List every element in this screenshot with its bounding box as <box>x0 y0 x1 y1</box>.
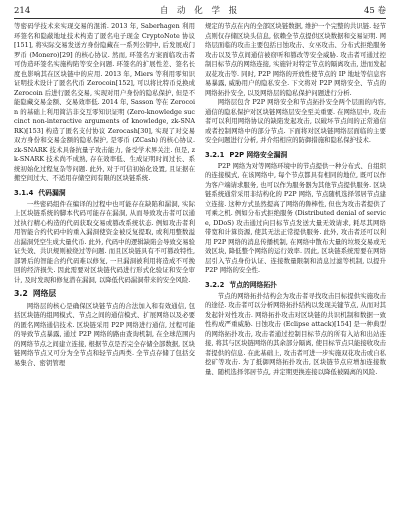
page-number: 214 <box>14 6 31 16</box>
section-title: 网络层 <box>32 289 57 298</box>
right-column <box>205 22 386 522</box>
left-column <box>14 22 195 522</box>
journal-title: 自 动 化 学 报 <box>159 6 241 16</box>
section-number: 3.1.4 <box>14 188 34 197</box>
paragraph: 节点的网络拓扑结构会为攻击者寻找攻击目标提供实施攻击的途径. 攻击者可以分析网络拓扑结构以发现关键节点, 从而对其发起针对性攻击. 网络拓扑攻击对区块链的共识机制和数据一致性构成严重威胁. 日蚀攻击 (Eclipse attack)[154] 是一种典型的网络拓扑攻击, 攻击者通过控制目标节点的所有入站和出站连接, 将其与区块链网络的其余部分隔离, 使目标节点只能接收攻击者提供的信息. 在此基础上, 攻击者可进一步实施双花攻击或自私挖矿等攻击. 为了抵御网络拓扑攻击, 区块链节点应增加连接数量、随机选择邻居节点, 并定期更换连接以降低被隔离的风险. <box>205 291 386 376</box>
section-title: 代码漏洞 <box>38 188 66 197</box>
page-header <box>14 4 386 18</box>
paragraph: 等密码学技术来实现交易的混淆. 2013 年, Saberhagen 利用环签名和隐蔽地址技术构造了匿名电子现金 CryptoNote 协议[151], 将实际交易发送方身份隐藏在一系列公钥中, 后发展成门罗币 (Monero)[29] 的核心协议. 然而, 环签名方案面临攻击者可伪造环签名实施构陷等安全问题. 环签名的扩展性差、签名长度也影响其在区块链中的应用. 2013 年, Miers 等利用零知识证明技术设计了匿名代币 Zerocoin[152], 可以将比特币兑换成 Zerocoin 后进行匿名交易, 实现对用户身份的隐私保护, 但是不能隐藏交易金额、交易效率低. 2014 年, Sasson 等在 Zerocoin 的基础上利用简洁非交互零知识证明 (Zero-knowledge succinct non-interactive arguments of knowledge, zk-SNARK)[153] 构造了匿名支付协议 Zerocash[30], 实现了对交易双方身份和交易金额的隐私保护, 是零币 (ZCash) 的核心协议. zk-SNARK 技术具备抗量子攻击能力, 备受学术界关注. 但是, zk-SNARK 技术尚不成熟, 存在效率低、生成证明时间过长、系统初始化过程复杂等问题. 此外, 对于可信初始化设置, 且证据在搬空间过大、不适用存储空间有限的区块链系统. <box>14 22 195 182</box>
volume-label: 45 卷 <box>363 6 386 16</box>
section-heading <box>14 188 195 198</box>
section-title: P2P 网络安全漏洞 <box>229 150 288 159</box>
paragraph: 网络层包含 P2P 网络安全和节点拓扑安全两个层面的内容, 通信的隐私保护对区块链网络层安全至关重要. 在网络层中, 攻击者可以利用网络协议的缺陷发起攻击, 以破坏节点间的正常通信或者控制网络中的部分节点. 下面将对区块链网络层面临的主要安全问题进行分析, 并介绍相应的防御措施和隐私保护技术. <box>205 98 386 144</box>
section-number: 3.2 <box>14 289 28 298</box>
section-heading <box>205 150 386 160</box>
paragraph: 网络层的核心是确保区块链节点的合法加入和有效通信, 包括区块链的组网模式、节点之间的通信模式、扩展网络以及必要的匿名网络通信技术. 区块链采用 P2P 网络进行通信, 过程可能的导致节点暴露, 通过 P2P 网络的路由查询机制, 在全球范围内的网络节点之间建立连接, 根据节点是否完全存储全部数据, 区块链网络节点又可分为全节点和轻节点两类. 全节点存储了包括交易集合、密钥管理 <box>14 301 195 367</box>
header-rule <box>14 18 386 19</box>
section-heading <box>14 289 195 300</box>
paragraph: P2P 网络为对等网络环境中的节点提供一种分布式、自组织的连接模式, 在该网络中, 每个节点都具有相同的地位, 既可以作为客户端请求服务, 也可以作为服务器为其他节点提供服务. 区块链系统通常采用非结构化的 P2P 网络, 节点随机选择邻居节点建立连接. 这种方式虽然提高了网络的鲁棒性, 但也为攻击者提供了可乘之机. 例如分布式拒绝服务 (Distributed denial of service, DDoS) 攻击通过向目标节点发送大量无效请求, 耗尽其网络带宽和计算资源, 使其无法正常提供服务. 此外, 攻击者还可以利用 P2P 网络的消息传播机制, 在网络中散布大量的垃圾交易或无效区块, 降低整个网络的运行效率. 因此, 区块链系统需要在网络层引入节点身份认证、连接数量限制和消息过滤等机制, 以提升 P2P 网络的安全性. <box>205 161 386 274</box>
section-number: 3.2.2 <box>205 280 225 289</box>
paragraph: 一些密码组件在编译的过程中也可能存在缺陷和漏洞, 实际上区块链系统的脚本代码可能存在漏洞, 从而导致攻击者可以通过执行精心构造的代码获取交易或篡改系统状态. 例如攻击者利用智能合约代码中的重入漏洞使资金被反复提取, 或利用整数溢出漏洞凭空生成大量代币. 此外, 代码中的逻辑缺陷会导致交易验证失效、共识规则被绕过等问题. 而且区块链具有不可篡改特性, 部署后的智能合约代码难以修复, 一旦漏洞被利用将造成不可挽回的经济损失. 因此需要对区块链代码进行形式化验证和安全审计, 及时发现和修复潜在漏洞, 以降低代码漏洞带来的安全风险. <box>14 199 195 284</box>
section-number: 3.2.1 <box>205 150 225 159</box>
section-heading <box>205 280 386 290</box>
section-title: 节点的网络拓扑 <box>229 280 277 289</box>
paragraph: 规定的节点在内的全部区块链数据, 维护一个完整的共识链. 轻节点则仅存储区块头信息, 依赖全节点提供区块数据和交易证明. 网络层面临的攻击主要包括日蚀攻击、女巫攻击、分布式拒绝服务攻击以及节点间通信被窃听和篡改等安全威胁. 攻击者可通过控制目标节点的网络连接, 实施针对特定节点的隔离攻击, 进而发起双花攻击等. 同时, P2P 网络的开放性使节点的 IP 地址等信息容易暴露, 威胁用户的隐私安全. 下文将对 P2P 网络安全、节点的网络拓扑安全, 以及网络层的隐私保护问题进行分析. <box>205 22 386 97</box>
